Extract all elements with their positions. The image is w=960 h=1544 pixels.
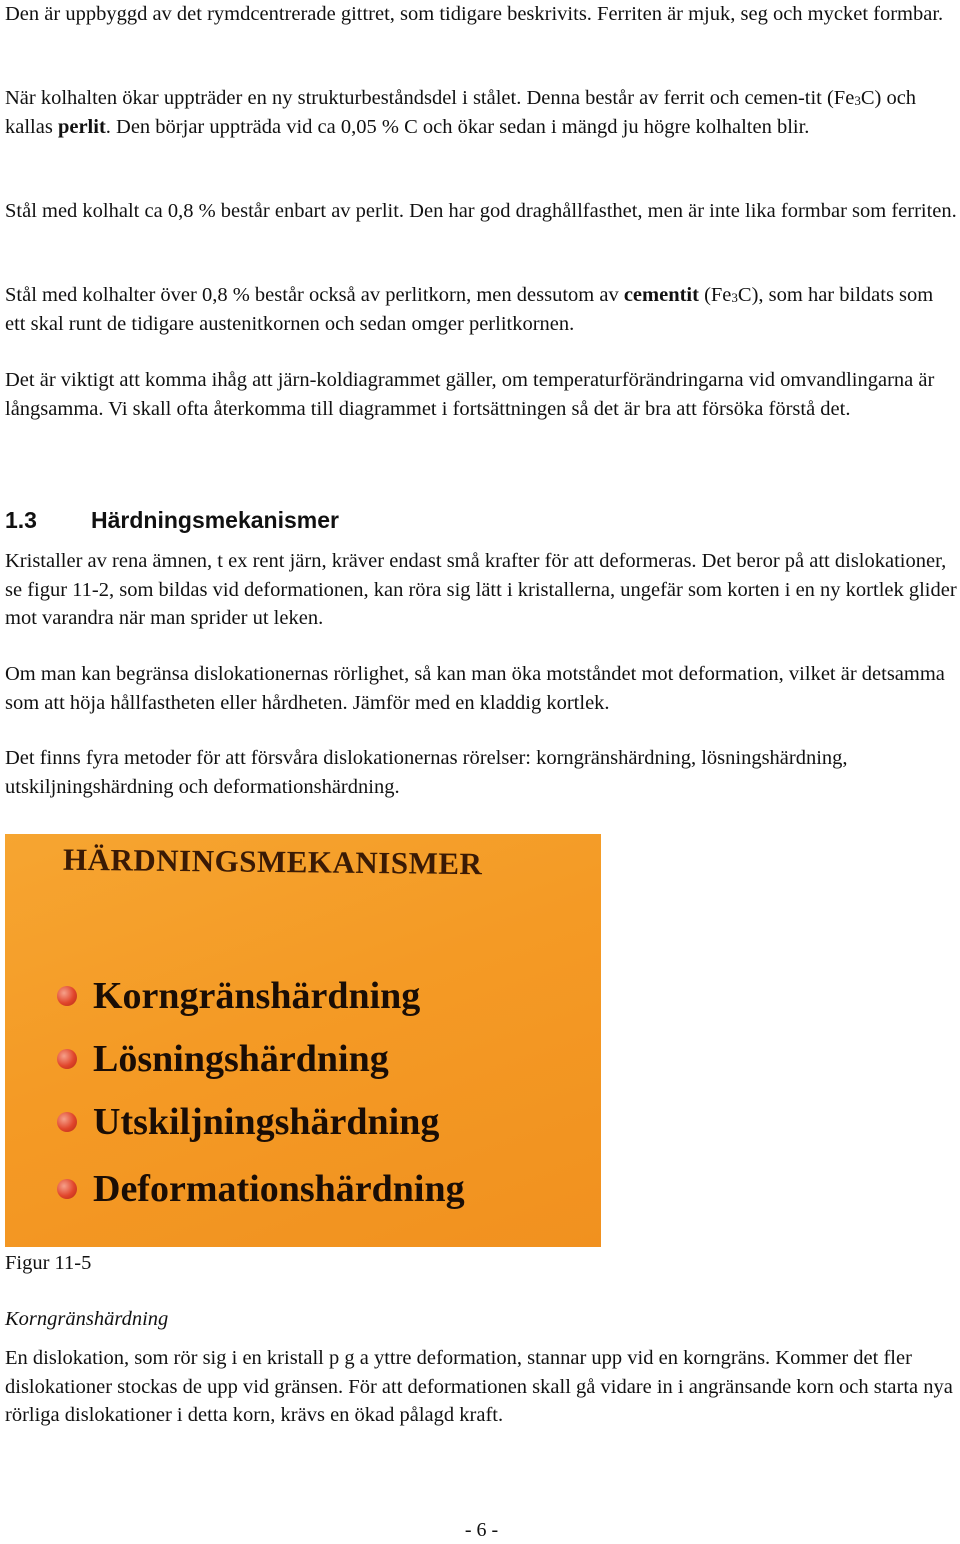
paragraph-steel-08 bbox=[5, 197, 958, 226]
text-run: (Fe bbox=[698, 284, 732, 306]
figure-item bbox=[57, 1034, 389, 1084]
paragraph-perlite bbox=[5, 84, 958, 141]
text-run: C) och kallas bbox=[5, 87, 917, 138]
paragraph-text: Stål med kolhalt ca 0,8 % består enbart av perlit. Den har god draghållfasthet, men är inte lika formbar som ferriten. bbox=[5, 200, 957, 222]
figure-item-label: Utskiljningshärdning bbox=[93, 1101, 440, 1143]
figure-item bbox=[57, 1097, 439, 1147]
bold-term-perlit: perlit bbox=[57, 115, 106, 138]
paragraph-text: En dislokation, som rör sig i en kristall p g a yttre deformation, stannar upp vid en korngräns. Kommer det fler dislokationer stockas de upp vid gränsen. För att deformationen skall gå vidare in i angränsande korn och starta nya rörliga dislokationer i detta korn, krävs en ökad pålagd kraft. bbox=[5, 1347, 953, 1426]
paragraph-methods bbox=[5, 744, 958, 801]
text-run: När kolhalten ökar uppträder en ny strukturbeståndsdel i stålet. Denna består av ferrit och cemen-tit (Fe bbox=[5, 87, 855, 109]
section-title: Härdningsmekanismer bbox=[91, 507, 339, 533]
bullet-icon bbox=[57, 1049, 77, 1069]
subheading: Korngränshärdning bbox=[5, 1308, 169, 1330]
figure-item-label: Lösningshärdning bbox=[93, 1038, 389, 1080]
text-run: C), som har bildats som ett skal runt de tidigare austenitkornen och sedan omger perlitkornen. bbox=[5, 284, 934, 335]
subscript: 3 bbox=[854, 93, 861, 108]
figure-item bbox=[57, 971, 420, 1021]
paragraph-dislocation bbox=[5, 1344, 958, 1430]
subscript: 3 bbox=[731, 290, 738, 305]
figure-item-label: Korngränshärdning bbox=[93, 975, 421, 1017]
figure-caption: Figur 11-5 bbox=[5, 1252, 92, 1274]
bullet-icon bbox=[57, 1179, 77, 1199]
paragraph-text: Det finns fyra metoder för att försvåra dislokationernas rörelser: korngränshärdning, lösningshärdning, utskiljningshärdning och deformationshärdning. bbox=[5, 747, 848, 798]
paragraph-crystals bbox=[5, 547, 958, 633]
bold-term-cementit: cementit bbox=[623, 284, 699, 306]
text-run: Stål med kolhalter över 0,8 % består också av perlitkorn, men dessutom av bbox=[5, 284, 624, 306]
paragraph-mobility bbox=[5, 660, 958, 717]
text-run: . Den börjar uppträda vid ca 0,05 % C och ökar sedan i mängd ju högre kolhalten blir. bbox=[105, 115, 810, 138]
paragraph-ferrite bbox=[5, 0, 958, 29]
section-heading bbox=[5, 503, 339, 537]
section-number: 1.3 bbox=[5, 507, 37, 533]
paragraph-text: Kristaller av rena ämnen, t ex rent järn, kräver endast små krafter för att deformeras. Det beror på att dislokationer, se figur 11-2, som bildas vid deformationen, kan röra sig lätt i kristallerna, ungefär som korten i en ny kortlek glider mot varandra när man sprider ut leken. bbox=[5, 550, 957, 629]
figure-hardening-mechanisms bbox=[5, 834, 601, 1247]
figure-item bbox=[57, 1164, 465, 1214]
bullet-icon bbox=[57, 1112, 77, 1132]
paragraph-cementite bbox=[5, 281, 958, 338]
paragraph-text: Den är uppbyggd av det rymdcentrerade gittret, som tidigare beskrivits. Ferriten är mjuk, seg och mycket formbar. bbox=[5, 3, 944, 25]
paragraph-text: Det är viktigt att komma ihåg att järn-koldiagrammet gäller, om temperaturförändringarna vid omvandlingarna är långsamma. Vi skall ofta återkomma till diagrammet i fortsättningen så det är bra att försöka förstå det. bbox=[5, 369, 935, 420]
figure-title: HÄRDNINGSMEKANISMER bbox=[62, 841, 483, 882]
bullet-icon bbox=[57, 986, 77, 1006]
figure-item-label: Deformationshärdning bbox=[93, 1168, 465, 1210]
paragraph-diagram-note bbox=[5, 366, 958, 423]
page-number: - 6 - bbox=[464, 1519, 499, 1541]
paragraph-text: Om man kan begränsa dislokationernas rörlighet, så kan man öka motståndet mot deformation, vilket är detsamma som att höja hållfastheten eller hårdheten. Jämför med en kladdig kortlek. bbox=[5, 663, 945, 714]
